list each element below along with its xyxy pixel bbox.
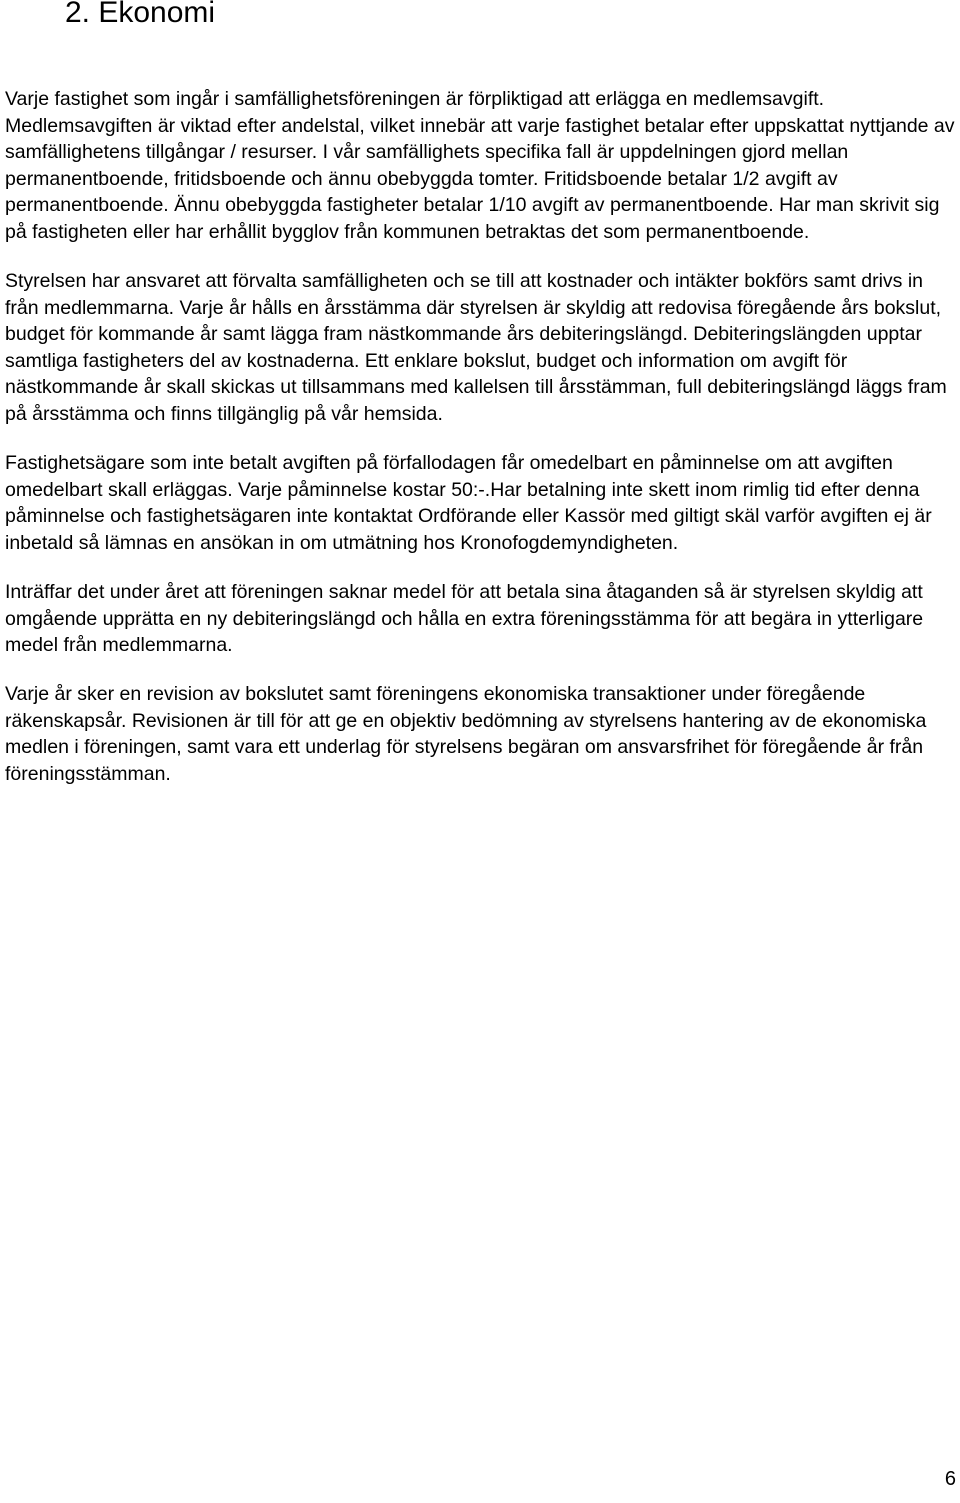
paragraph-audit: Varje år sker en revision av bokslutet samt föreningens ekonomiska transaktioner under föregående räkenskapsår. Revisionen är till för att ge en objektiv bedömning av styrelsens hantering av de ekonomiska medlen i föreningen, samt vara ett underlag för styrelsens begäran om ansvarsfrihet för föregående år från föreningsstämman. [5, 683, 927, 786]
paragraph-board-responsibility: Styrelsen har ansvaret att förvalta samfälligheten och se till att kostnader och intäkter bokförs samt drivs in från medlemmarna. Varje år hålls en årsstämma där styrelsen är skyldig att redovisa föregående års bokslut, budget för kommande år samt lägga fram nästkommande års debiteringslängd. Debiteringslängden upptar samtliga fastigheters del av kostnaderna. Ett enklare bokslut, budget och information om avgift för nästkommande år skall skickas ut tillsammans med kallelsen till årsstämman, full debiteringslängd läggs fram på årsstämma och finns tillgänglig på vår hemsida. [5, 270, 947, 426]
body-text [5, 86, 957, 810]
page-number: 6 [944, 1468, 956, 1490]
paragraph-payment-reminders: Fastighetsägare som inte betalt avgiften på förfallodagen får omedelbart en påminnelse om att avgiften omedelbart skall erläggas. Varje påminnelse kostar 50:-.Har betalning inte skett inom rimlig tid efter denna påminnelse och fastighetsägaren inte kontaktat Ordförande eller Kassör med giltigt skäl varför avgiften ej är inbetald så lämnas en ansökan in om utmätning hos Kronofogdemyndigheten. [5, 452, 932, 554]
paragraph-insufficient-funds: Inträffar det under året att föreningen saknar medel för att betala sina åtaganden så är styrelsen skyldig att omgående upprätta en ny debiteringslängd och hålla en extra föreningsstämma för att begära in ytterligare medel från medlemmarna. [5, 581, 924, 657]
section-title: 2. Ekonomi [65, 0, 216, 29]
paragraph-membership-fee: Varje fastighet som ingår i samfällighetsföreningen är förpliktigad att erlägga en medlemsavgift. Medlemsavgiften är viktad efter andelstal, vilket innebär att varje fastighet betalar efter uppskattat nyttjande av samfällighetens tillgångar / resurser. I vår samfällighets specifika fall är uppdelningen gjord mellan permanentboende, fritidsboende och ännu obebyggda tomter. Fritidsboende betalar 1/2 avgift av permanentboende. Ännu obebyggda fastigheter betalar 1/10 avgift av permanentboende. Har man skrivit sig på fastigheten eller har erhållit bygglov från kommunen betraktas det som permanentboende. [5, 88, 955, 243]
